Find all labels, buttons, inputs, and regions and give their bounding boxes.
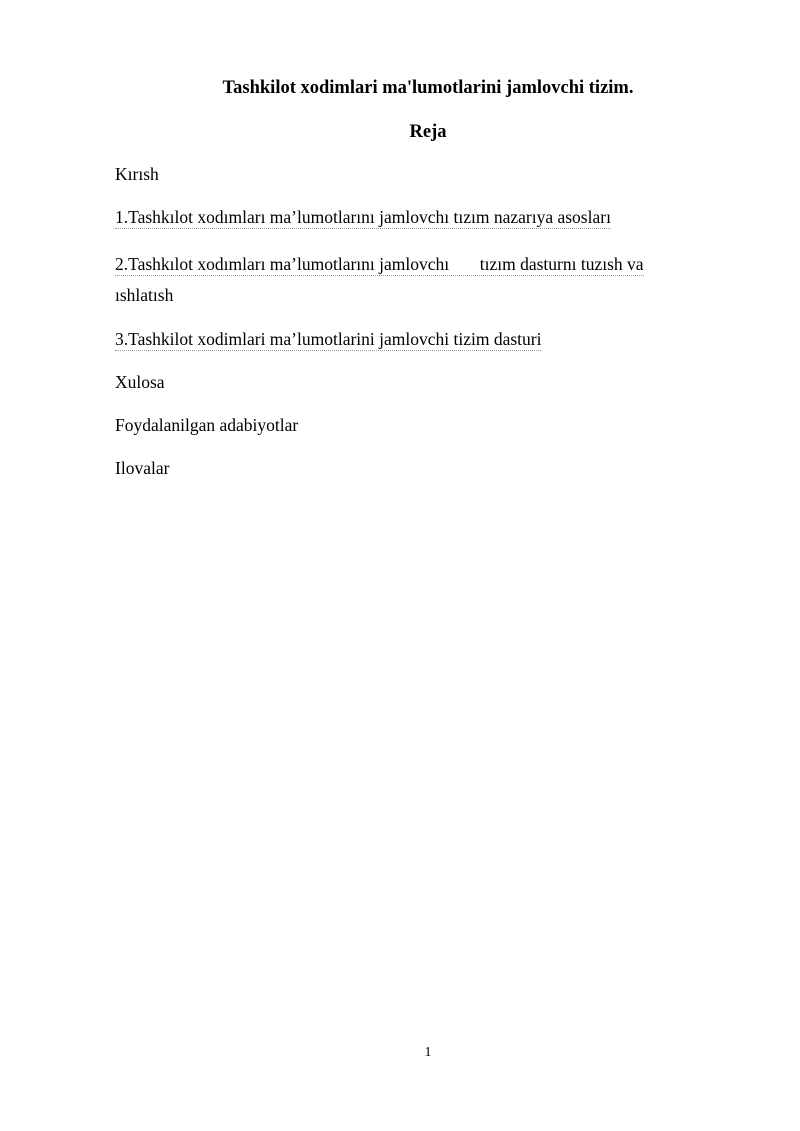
toc-item-chapter-1: 1.Tashkılot xodımları ma’lumotlarını jamlovchı tızım nazarıya asosları bbox=[115, 207, 611, 227]
document-title: Tashkilot xodimlari ma'lumotlarini jamlovchi tizim. bbox=[222, 78, 634, 98]
toc-item-introduction: Kırısh bbox=[115, 164, 159, 184]
toc-item-appendices: Ilovalar bbox=[115, 458, 170, 478]
toc-item-references: Foydalanilgan adabiyotlar bbox=[115, 415, 299, 435]
toc-item-conclusion: Xulosa bbox=[115, 372, 165, 392]
toc-item-chapter-2: 2.Tashkılot xodımları ma’lumotlarını jamlovchı tızım dasturnı tuzısh va bbox=[115, 254, 644, 274]
page-number: 1 bbox=[424, 1045, 432, 1060]
toc-item-chapter-3: 3.Tashkilot xodimlari ma’lumotlarini jamlovchi tizim dasturi bbox=[115, 329, 542, 349]
toc-item-chapter-2-continued: ıshlatısh bbox=[115, 285, 174, 305]
plan-heading: Reja bbox=[409, 122, 447, 142]
